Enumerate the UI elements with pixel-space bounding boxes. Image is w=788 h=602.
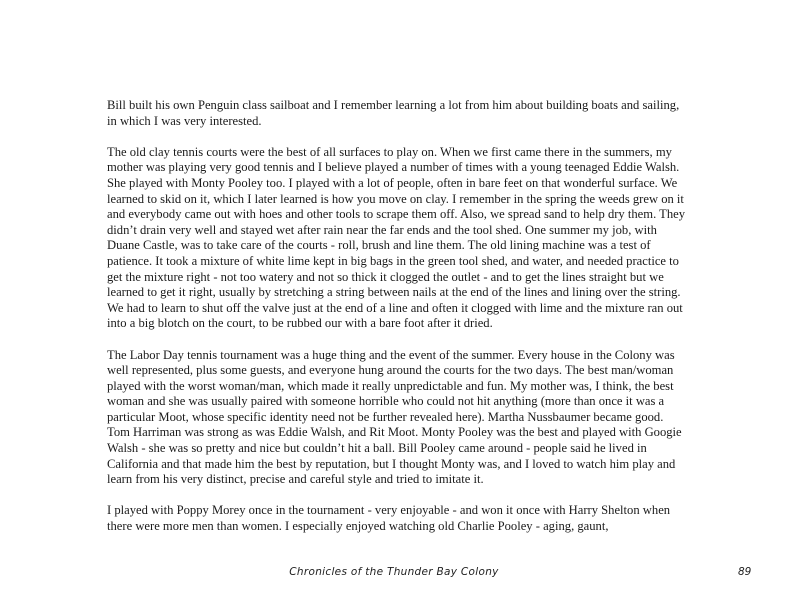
paragraph-poppy-morey: I played with Poppy Morey once in the tournament - very enjoyable - and won it once with Harry Shelton when there were more men than women. I especially enjoyed watching old Charlie Pooley - aging, gaunt,: [107, 503, 671, 534]
footer-title: Chronicles of the Thunder Bay Colony: [289, 566, 499, 578]
body-text: [107, 98, 687, 550]
page-number: 89: [738, 566, 752, 578]
paragraph-labor-day-tournament: The Labor Day tennis tournament was a huge thing and the event of the summer. Every house in the Colony was well represented, plus some guests, and everyone hung around the courts for the two days. The best man/woman played with the worst woman/man, which made it really unpredictable and fun. My mother was, I think, the best woman and she was usually paired with someone horrible who could not hit anything (more than once it was a particular Moot, whose specific identity need not be further revealed here). Martha Nussbaumer became good. Tom Harriman was strong as was Eddie Walsh, and Rit Moot. Monty Pooley was the best and played with Googie Walsh - she was so pretty and nice but couldn’t hit a ball. Bill Pooley came around - people said he lived in California and that made him the best by reputation, but I thought Monty was, and I loved to watch him play and learn from his very distinct, precise and careful style and tried to imitate it.: [107, 347, 682, 487]
paragraph-clay-courts: The old clay tennis courts were the best of all surfaces to play on. When we first came there in the summers, my mother was playing very good tennis and I believe played a number of times with a young teenaged Eddie Walsh. She played with Monty Pooley too. I played with a lot of people, often in bare feet on that wonderful surface. We learned to skid on it, which I later learned is how you move on clay. I remember in the spring the weeds grew on it and everybody came out with hoes and other tools to scrape them off. Also, we spread sand to help dry them. They didn’t drain very well and stayed wet after rain near the far ends and the tool shed. One summer my job, with Duane Castle, was to take care of the courts - roll, brush and line them. The old lining machine was a test of patience. It took a mixture of white lime kept in big bags in the green tool shed, and water, and needed practice to get the mixture right - not too watery and not so thick it clogged the outlet - and to get the lines straight but we learned to get it right, usually by stretching a string between nails at the end of the lines and lining over the string. We had to learn to shut off the valve just at the end of a line and often it clogged with lime and the mixture ran out into a big blotch on the court, to be rubbed our with a bare foot after it dried.: [107, 144, 686, 331]
paragraph-sailboat: Bill built his own Penguin class sailboat and I remember learning a lot from him about building boats and sailing, in which I was very interested.: [107, 98, 680, 128]
